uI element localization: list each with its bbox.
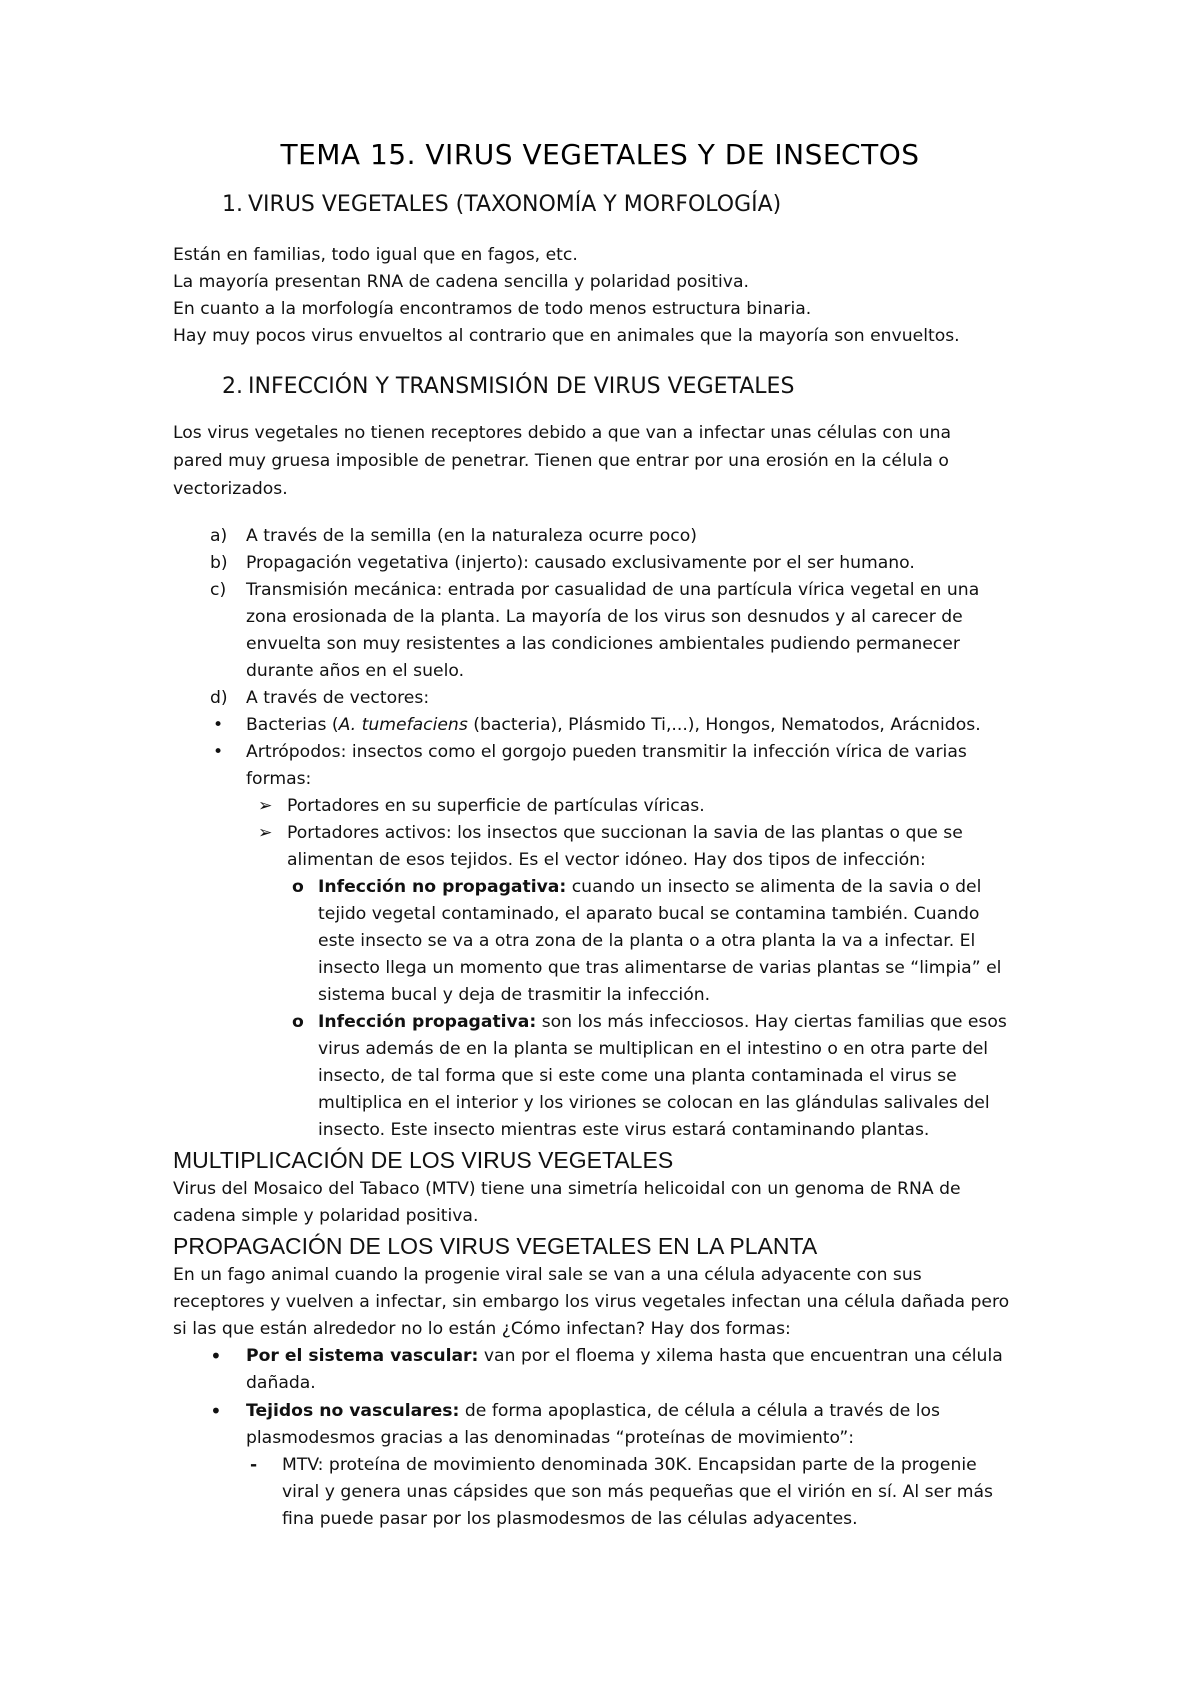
section1-heading: VIRUS VEGETALES (TAXONOMÍA Y MORFOLOGÍA)	[248, 192, 782, 217]
sub-item-no-propagativa-line: insecto llega un momento que tras alimentarse de varias plantas se “limpia” el	[318, 958, 1002, 978]
section2-number: 2.	[222, 374, 243, 399]
arrow-item-activos-line: alimentan de esos tejidos. Es el vector idóneo. Hay dos tipos de infección:	[287, 850, 926, 870]
section1-line: Están en familias, todo igual que en fagos, etc.	[173, 245, 578, 265]
arrow-bullet-icon: ➢	[258, 823, 273, 843]
dash-item-mtv-line: fina puede pasar por los plasmodesmos de las células adyacentes.	[282, 1509, 858, 1529]
list-item-b: Propagación vegetativa (injerto): causado exclusivamente por el ser humano.	[246, 553, 915, 573]
dash-marker: -	[250, 1455, 258, 1475]
sub-item-propagativa: Infección propagativa: son los más infecciosos. Hay ciertas familias que esos	[318, 1012, 1007, 1032]
sub-item-propagativa-line: insecto. Este insecto mientras este virus estará contaminando plantas.	[318, 1120, 930, 1140]
sub-item-no-propagativa-line: tejido vegetal contaminado, el aparato bucal se contamina también. Cuando	[318, 904, 980, 924]
sub-bullet-marker: o	[292, 1012, 304, 1032]
bullet-marker: •	[210, 1399, 222, 1423]
bullet-tejidos-no-vasculares: Tejidos no vasculares: de forma apoplastica, de célula a célula a través de los	[246, 1401, 941, 1421]
dash-item-mtv-line: viral y genera unas cápsides que son más pequeñas que el virión en sí. Al ser más	[282, 1482, 993, 1502]
list-item-c-line: envuelta son muy resistentes a las condiciones ambientales pudiendo permanecer	[246, 634, 960, 654]
section2-heading: INFECCIÓN Y TRANSMISIÓN DE VIRUS VEGETALES	[248, 374, 795, 399]
section1-line: Hay muy pocos virus envueltos al contrario que en animales que la mayoría son envueltos.	[173, 326, 960, 346]
list-item-c-line: Transmisión mecánica: entrada por casualidad de una partícula vírica vegetal en una	[246, 580, 980, 600]
list-marker-d: d)	[210, 688, 228, 708]
document-title: TEMA 15. VIRUS VEGETALES Y DE INSECTOS	[280, 138, 920, 171]
bullet-artropodos-line: formas:	[246, 769, 312, 789]
list-item-a: A través de la semilla (en la naturaleza ocurre poco)	[246, 526, 697, 546]
list-marker-b: b)	[210, 553, 228, 573]
section4-line: receptores y vuelven a infectar, sin embargo los virus vegetales infectan una célula dañada pero	[173, 1292, 1010, 1312]
section2-intro-line: vectorizados.	[173, 479, 288, 499]
section3-line: cadena simple y polaridad positiva.	[173, 1206, 479, 1226]
section1-line: En cuanto a la morfología encontramos de todo menos estructura binaria.	[173, 299, 812, 319]
section1-line: La mayoría presentan RNA de cadena sencilla y polaridad positiva.	[173, 272, 749, 292]
sub-bullet-marker: o	[292, 877, 304, 897]
sub-item-no-propagativa: Infección no propagativa: cuando un insecto se alimenta de la savia o del	[318, 877, 982, 897]
section3-heading: MULTIPLICACIÓN DE LOS VIRUS VEGETALES	[173, 1147, 674, 1173]
sub-item-propagativa-line: virus además de en la planta se multiplican en el intestino o en otra parte del	[318, 1039, 989, 1059]
list-item-d: A través de vectores:	[246, 688, 430, 708]
sub-item-no-propagativa-line: sistema bucal y deja de trasmitir la infección.	[318, 985, 711, 1005]
section4-heading: PROPAGACIÓN DE LOS VIRUS VEGETALES EN LA PLANTA	[173, 1233, 818, 1259]
bullet-bacterias: Bacterias (A. tumefaciens (bacteria), Plásmido Ti,...), Hongos, Nematodos, Arácnidos.	[246, 715, 981, 735]
bullet-sistema-vascular: Por el sistema vascular: van por el floema y xilema hasta que encuentran una célula	[246, 1346, 1003, 1366]
list-item-c-line: durante años en el suelo.	[246, 661, 465, 681]
bullet-marker: •	[210, 1344, 222, 1368]
bullet-sistema-vascular-line: dañada.	[246, 1373, 316, 1393]
bullet-marker: •	[213, 742, 224, 762]
bullet-artropodos-line: Artrópodos: insectos como el gorgojo pueden transmitir la infección vírica de varias	[246, 742, 967, 762]
section3-line: Virus del Mosaico del Tabaco (MTV) tiene una simetría helicoidal con un genoma de RNA de	[173, 1179, 961, 1199]
section2-intro-line: Los virus vegetales no tienen receptores debido a que van a infectar unas células con una	[173, 423, 952, 443]
section4-line: si las que están alrededor no lo están ¿Cómo infectan? Hay dos formas:	[173, 1319, 791, 1339]
dash-item-mtv-line: MTV: proteína de movimiento denominada 30K. Encapsidan parte de la progenie	[282, 1455, 977, 1475]
arrow-item-activos-line: Portadores activos: los insectos que succionan la savia de las plantas o que se	[287, 823, 963, 843]
arrow-item-portadores: Portadores en su superficie de partículas víricas.	[287, 796, 705, 816]
bullet-tejidos-no-vasculares-line: plasmodesmos gracias a las denominadas “proteínas de movimiento”:	[246, 1428, 855, 1448]
list-marker-a: a)	[210, 526, 228, 546]
sub-item-propagativa-line: insecto, de tal forma que si este come una planta contaminada el virus se	[318, 1066, 957, 1086]
sub-item-propagativa-line: multiplica en el interior y los viriones se colocan en las glándulas salivales del	[318, 1093, 990, 1113]
list-marker-c: c)	[210, 580, 227, 600]
section4-line: En un fago animal cuando la progenie viral sale se van a una célula adyacente con sus	[173, 1265, 922, 1285]
arrow-bullet-icon: ➢	[258, 796, 273, 816]
bullet-marker: •	[213, 715, 224, 735]
section1-number: 1.	[222, 192, 243, 217]
list-item-c-line: zona erosionada de la planta. La mayoría de los virus son desnudos y al carecer de	[246, 607, 963, 627]
section2-intro-line: pared muy gruesa imposible de penetrar. Tienen que entrar por una erosión en la célula o	[173, 451, 949, 471]
sub-item-no-propagativa-line: este insecto se va a otra zona de la planta o a otra planta la va a infectar. El	[318, 931, 976, 951]
